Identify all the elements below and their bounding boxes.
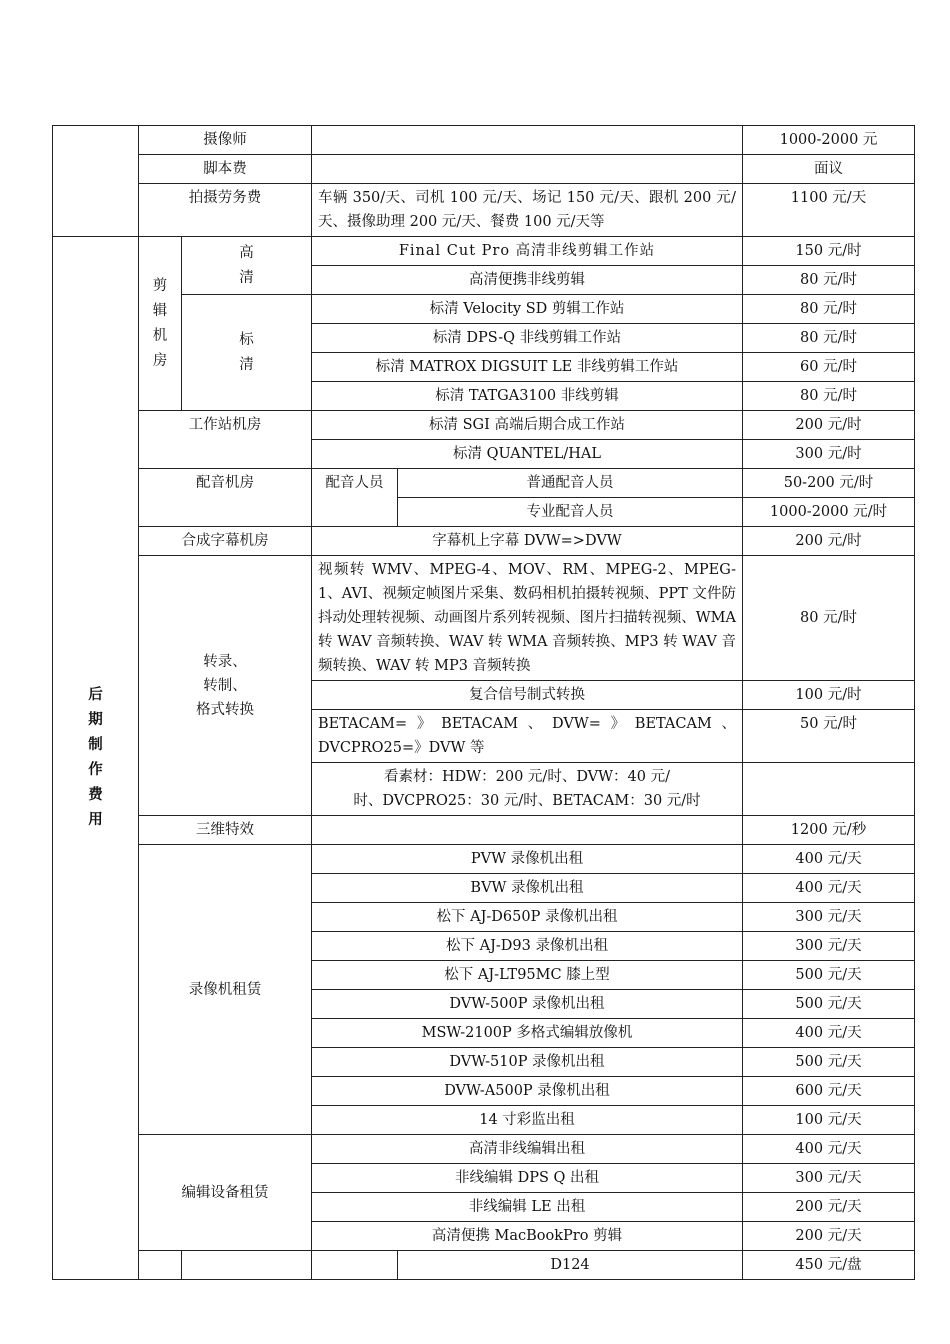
item-cell: 专业配音人员 [398, 498, 743, 527]
vcr-rental-label: 录像机租赁 [139, 845, 312, 1135]
item-cell: 复合信号制式转换 [312, 681, 743, 710]
table-row [53, 1135, 915, 1164]
dubbing-staff-label: 配音人员 [312, 469, 398, 527]
table-row [53, 1251, 915, 1280]
blank-cell [139, 1251, 182, 1280]
item-cell: DVW-A500P 录像机出租 [312, 1077, 743, 1106]
item-cell: 脚本费 [139, 155, 312, 184]
detail-cell: 车辆 350/天、司机 100 元/天、场记 150 元/天、跟机 200 元/天、摄像助理 200 元/天、餐费 100 元/天等 [312, 184, 743, 237]
price-cell: 200 元/时 [743, 527, 915, 556]
hd-label-text: 高 清 [239, 244, 254, 286]
price-cell: 面议 [743, 155, 915, 184]
item-cell: 普通配音人员 [398, 469, 743, 498]
hd-label [182, 237, 312, 295]
dubbing-room-label: 配音机房 [139, 469, 312, 527]
detail-cell [312, 155, 743, 184]
price-cell: 80 元/时 [743, 295, 915, 324]
detail-cell [312, 126, 743, 155]
item-cell: 标清 TATGA3100 非线剪辑 [312, 382, 743, 411]
item-cell: 非线编辑 LE 出租 [312, 1193, 743, 1222]
table-row [53, 527, 915, 556]
price-cell: 500 元/天 [743, 1048, 915, 1077]
table-row [53, 469, 915, 498]
price-cell: 400 元/天 [743, 874, 915, 903]
item-cell: 高清便携非线剪辑 [312, 266, 743, 295]
table-row [53, 184, 915, 237]
conversion-label-text: 转录、 转制、 格式转换 [196, 653, 254, 718]
price-cell: 1100 元/天 [743, 184, 915, 237]
price-cell: 1000-2000 元 [743, 126, 915, 155]
price-cell: 100 元/天 [743, 1106, 915, 1135]
item-cell: 高清非线编辑出租 [312, 1135, 743, 1164]
item-cell: 标清 SGI 高端后期合成工作站 [312, 411, 743, 440]
price-cell: 500 元/天 [743, 961, 915, 990]
price-cell: 300 元/天 [743, 1164, 915, 1193]
price-cell: 200 元/天 [743, 1193, 915, 1222]
editing-room-label-text: 剪 辑 机 房 [152, 277, 168, 369]
item-cell: 高清便携 MacBookPro 剪辑 [312, 1222, 743, 1251]
item-cell: 标清 Velocity SD 剪辑工作站 [312, 295, 743, 324]
item-cell: DVW-510P 录像机出租 [312, 1048, 743, 1077]
price-cell: 80 元/时 [743, 556, 915, 681]
item-cell: 视频转 WMV、MPEG-4、MOV、RM、MPEG-2、MPEG-1、AVI、视频定帧图片采集、数码相机拍摄转视频、PPT 文件防抖动处理转视频、动画图片系列转视频、图片扫描转视频、WMA 转 WAV 音频转换、WAV 转 WMA 音频转换、MP3 转 WAV 音频转换、WAV 转 MP3 音频转换 [312, 556, 743, 681]
price-table [52, 125, 915, 1280]
table-row [53, 126, 915, 155]
item-cell: 松下 AJ-LT95MC 膝上型 [312, 961, 743, 990]
price-cell: 1200 元/秒 [743, 816, 915, 845]
price-cell: 80 元/时 [743, 324, 915, 353]
item-cell: 字幕机上字幕 DVW=>DVW [312, 527, 743, 556]
item-cell: BETACAM=》BETACAM、DVW=》BETACAM、DVCPRO25=》DVW 等 [312, 710, 743, 763]
post-production-label-text: 后 期 制 作 费 用 [88, 687, 103, 828]
table-row [53, 411, 915, 440]
table-row [53, 155, 915, 184]
price-cell: 300 元/时 [743, 440, 915, 469]
price-cell: 80 元/时 [743, 382, 915, 411]
price-cell: 200 元/时 [743, 411, 915, 440]
subtitle-room-label: 合成字幕机房 [139, 527, 312, 556]
item-cell: BVW 录像机出租 [312, 874, 743, 903]
price-cell: 1000-2000 元/时 [743, 498, 915, 527]
price-cell: 500 元/天 [743, 990, 915, 1019]
item-cell: 拍摄劳务费 [139, 184, 312, 237]
blank-group-cell [53, 126, 139, 237]
price-cell: 300 元/天 [743, 903, 915, 932]
item-cell: D124 [398, 1251, 743, 1280]
price-cell: 600 元/天 [743, 1077, 915, 1106]
price-cell: 60 元/时 [743, 353, 915, 382]
price-cell: 200 元/天 [743, 1222, 915, 1251]
price-cell: 100 元/时 [743, 681, 915, 710]
price-cell: 50-200 元/时 [743, 469, 915, 498]
item-cell: 摄像师 [139, 126, 312, 155]
price-cell: 50 元/时 [743, 710, 915, 763]
price-cell: 450 元/盘 [743, 1251, 915, 1280]
item-cell: DVW-500P 录像机出租 [312, 990, 743, 1019]
table-row [53, 816, 915, 845]
price-cell: 400 元/天 [743, 845, 915, 874]
item-cell: 非线编辑 DPS Q 出租 [312, 1164, 743, 1193]
price-cell: 80 元/时 [743, 266, 915, 295]
workstation-room-label: 工作站机房 [139, 411, 312, 469]
item-cell: 标清 MATROX DIGSUIT LE 非线剪辑工作站 [312, 353, 743, 382]
price-cell: 400 元/天 [743, 1019, 915, 1048]
editing-room-label [139, 237, 182, 411]
table-row [53, 295, 915, 324]
item-cell: 标清 QUANTEL/HAL [312, 440, 743, 469]
table-row [53, 237, 915, 266]
item-cell: 标清 DPS-Q 非线剪辑工作站 [312, 324, 743, 353]
item-cell: 14 寸彩监出租 [312, 1106, 743, 1135]
item-cell: 松下 AJ-D650P 录像机出租 [312, 903, 743, 932]
price-cell: 400 元/天 [743, 1135, 915, 1164]
edit-rental-label: 编辑设备租赁 [139, 1135, 312, 1251]
item-cell-text: 看素材：HDW：200 元/时、DVW：40 元/ 时、DVCPRO25：30 元/时、BETACAM：30 元/时 [353, 769, 701, 809]
sd-label [182, 295, 312, 411]
sd-label-text: 标 清 [239, 331, 254, 373]
item-cell [312, 763, 743, 816]
effects-3d-label: 三维特效 [139, 816, 312, 845]
item-cell: MSW-2100P 多格式编辑放像机 [312, 1019, 743, 1048]
detail-cell [312, 816, 743, 845]
blank-cell [312, 1251, 398, 1280]
price-cell: 150 元/时 [743, 237, 915, 266]
item-cell: 松下 AJ-D93 录像机出租 [312, 932, 743, 961]
table-row [53, 845, 915, 874]
item-cell: PVW 录像机出租 [312, 845, 743, 874]
blank-cell [182, 1251, 312, 1280]
price-cell: 300 元/天 [743, 932, 915, 961]
post-production-group-label [53, 237, 139, 1280]
conversion-label [139, 556, 312, 816]
price-cell [743, 763, 915, 816]
table-row [53, 556, 915, 681]
item-cell: Final Cut Pro 高清非线剪辑工作站 [312, 237, 743, 266]
